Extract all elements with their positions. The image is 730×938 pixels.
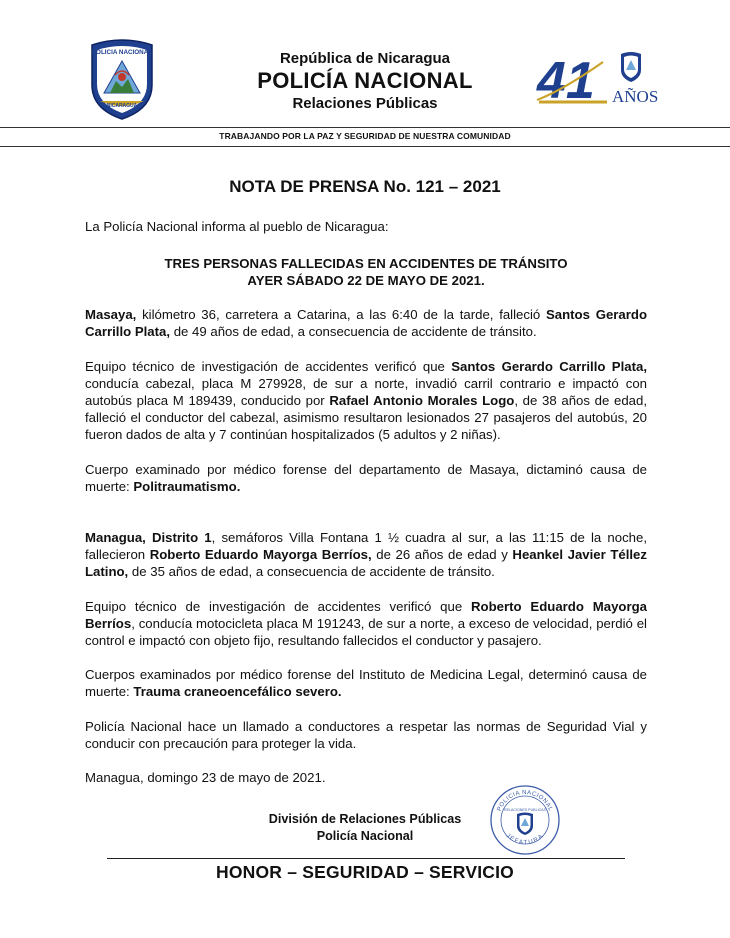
text: Cuerpos examinados por médico forense del Instituto de Medicina Legal, determinó causa de muerte: — [85, 667, 647, 700]
signature-division: División de Relaciones Públicas — [268, 812, 462, 826]
header-title-block — [220, 50, 510, 114]
police-shield-logo — [88, 37, 156, 121]
text: Equipo técnico de investigación de accidentes verificó que — [85, 598, 472, 614]
date-line: Managua, domingo 23 de mayo de 2021. — [85, 770, 326, 786]
header-divider-bottom — [0, 146, 730, 147]
paragraph-investigation-1 — [85, 358, 647, 444]
victim-name: Roberto Eduardo Mayorga Berríos, — [149, 547, 372, 563]
institution-motto: TRABAJANDO POR LA PAZ Y SEGURIDAD DE NUESTRA COMUNIDAD — [219, 131, 511, 141]
mini-shield-icon — [621, 52, 641, 82]
text: , semáforos Villa Fontana 1 ½ cuadra al sur, a las 11:15 de la noche, fallecieron — [85, 530, 647, 563]
press-release-title: NOTA DE PRENSA No. 121 – 2021 — [229, 177, 501, 196]
text: conducía cabezal, placa M 279928, de sur a norte, invadió carril contrario e impactó con autobús placa M 189439, conducido por — [85, 375, 647, 409]
text: de 35 años de edad, a consecuencia de accidente de tránsito. — [128, 564, 495, 580]
text: , conducía motocicleta placa M 191243, de sur a norte, a exceso de velocidad, perdió el control e impactó con objeto fijo, resultando fallecidos el conductor y pasajero. — [85, 615, 647, 649]
seal-lettering-top: POLICIA NACIONAL — [496, 789, 554, 813]
footer-divider — [107, 858, 625, 859]
place-masaya: Masaya, — [85, 307, 137, 323]
text: , de 38 años de edad, falleció el conductor del cabezal, asimismo resultaron lesionados 27 pasajeros del autobús, 20 fueron dados de alta y 7 continúan hospitalizados (5 adultos y 2 niñas). — [85, 393, 647, 443]
paragraph-cause-2 — [85, 666, 647, 700]
text: Equipo técnico de investigación de accidentes verificó que — [85, 358, 452, 374]
header-institution: POLICÍA NACIONAL — [257, 68, 473, 93]
signature-institution: Policía Nacional — [316, 829, 414, 843]
signature-block — [230, 811, 500, 845]
victim-name: Heankel Javier Téllez Latino, — [85, 547, 647, 580]
logo-lettering-sub: NICARAGUA — [106, 103, 138, 109]
victim-name: Santos Gerardo Carrillo Plata, — [85, 307, 647, 340]
seal-shield-icon — [517, 813, 533, 836]
paragraph-cause-1 — [85, 461, 647, 495]
press-release-body — [85, 218, 647, 786]
official-seal — [489, 782, 561, 858]
anniversary-word: AÑOS — [612, 87, 659, 106]
anniversary-logo — [533, 50, 663, 108]
text: Cuerpo examinado por médico forense del departamento de Masaya, dictaminó causa de muerte: — [85, 461, 647, 494]
text: de 26 años de edad y — [371, 547, 513, 563]
logo-lettering: POLICIA NACIONAL — [91, 49, 153, 56]
driver-name: Santos Gerardo Carrillo Plata, — [451, 358, 647, 374]
text: kilómetro 36, carretera a Catarina, a las 6:40 de la tarde, falleció — [136, 307, 546, 323]
header-department: Relaciones Públicas — [292, 95, 438, 112]
paragraph-investigation-2 — [85, 598, 647, 650]
headline-line-1: TRES PERSONAS FALLECIDAS EN ACCIDENTES DE TRÁNSITO — [164, 256, 568, 272]
seal-lettering-mid: RELACIONES PUBLICAS — [504, 808, 546, 812]
header-divider-top — [0, 127, 730, 128]
footer-motto: HONOR – SEGURIDAD – SERVICIO — [216, 862, 514, 882]
anniversary-number: 41 — [537, 52, 595, 108]
paragraph-masaya — [85, 306, 647, 340]
bus-driver-name: Rafael Antonio Morales Logo — [329, 393, 515, 409]
driver-name: Roberto Eduardo Mayorga Berríos — [85, 598, 647, 631]
place-managua: Managua, Distrito 1 — [85, 530, 212, 546]
cause-of-death: Trauma craneoencefálico severo. — [133, 684, 342, 700]
headline-line-2: AYER SÁBADO 22 DE MAYO DE 2021. — [247, 273, 485, 289]
intro-paragraph: La Policía Nacional informa al pueblo de Nicaragua: — [85, 219, 389, 234]
headline — [85, 255, 647, 289]
text: de 49 años de edad, a consecuencia de accidente de tránsito. — [170, 324, 537, 340]
paragraph-appeal: Policía Nacional hace un llamado a conductores a respetar las normas de Seguridad Vial y conducir con precaución para proteger la vida. — [85, 718, 647, 751]
header-country: República de Nicaragua — [279, 50, 451, 67]
paragraph-managua — [85, 529, 647, 581]
cause-of-death: Politraumatismo. — [133, 478, 241, 494]
seal-lettering-bottom: JEFATURA — [504, 832, 546, 847]
